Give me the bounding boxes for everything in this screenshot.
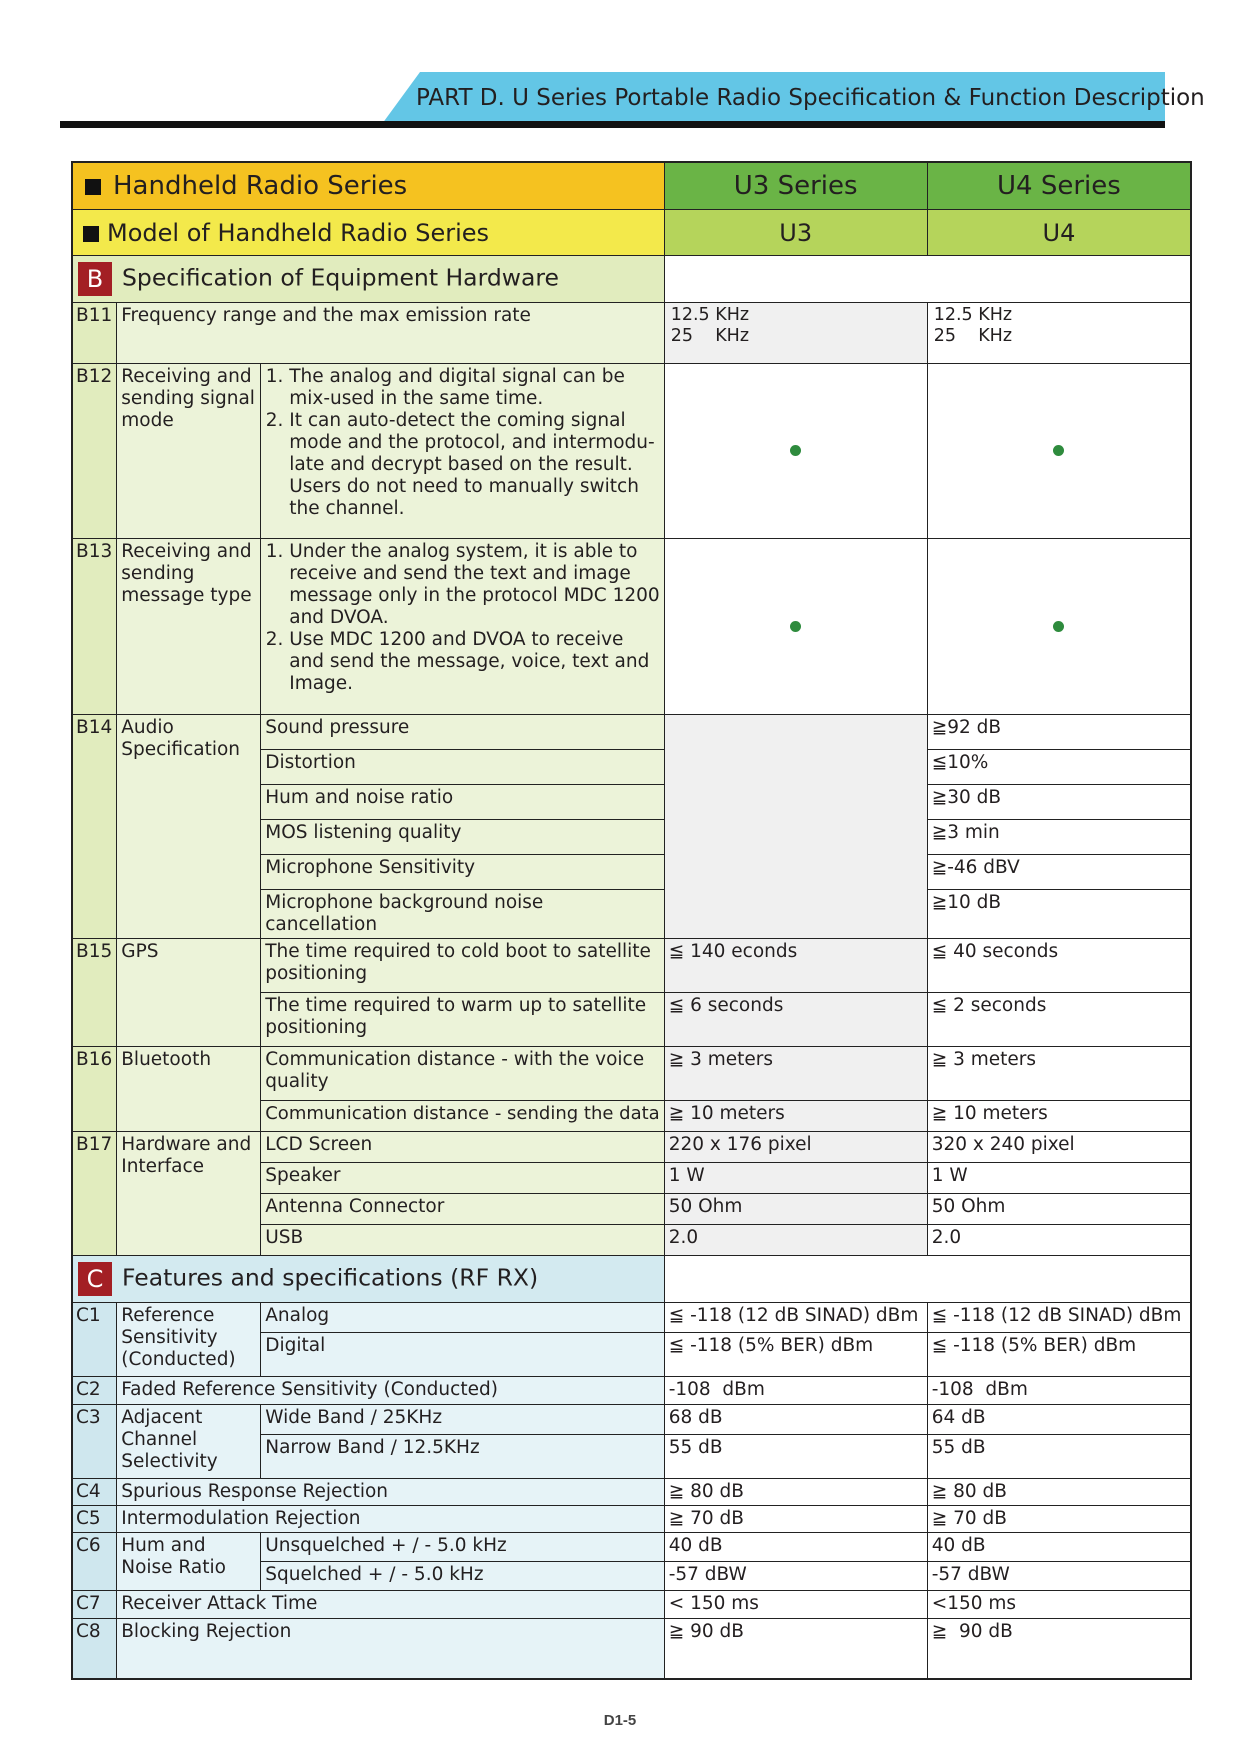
value-u4: -57 dBW [927,1562,1191,1591]
page-header-title: PART D. U Series Portable Radio Specification & Function Description [416,85,1205,111]
value-u4: ≧92 dB [927,715,1191,750]
sub-label: Sound pressure [261,715,664,750]
value-u3: ≧ 3 meters [664,1047,927,1101]
supported-dot-icon [790,445,801,456]
value-line: 25 KHz [670,326,750,346]
row-id: C6 [72,1533,117,1591]
value-u3: 220 x 176 pixel [664,1132,927,1163]
value-u4 [927,303,1191,364]
value-u4: ≦ -118 (5% BER) dBm [927,1333,1191,1377]
value-u4: ≧ 3 meters [927,1047,1191,1101]
table-row [72,303,1191,364]
section-badge: B [78,262,112,296]
sub-label: Microphone background noise cancellation [261,890,664,939]
sub-label: Digital [261,1333,664,1377]
square-bullet-icon [85,179,101,195]
series-label-cell [72,162,664,210]
value-u3: ≦ 6 seconds [664,993,927,1047]
value-u4 [927,364,1191,539]
table-row [72,1591,1191,1619]
row-label: Receiving and sending message type [117,539,261,715]
table-row [72,364,1191,539]
value-u3: 55 dB [664,1435,927,1479]
section-badge: C [78,1262,112,1296]
row-id: C4 [72,1479,117,1506]
row-label: Receiver Attack Time [117,1591,664,1619]
value-u4: ≧30 dB [927,785,1191,820]
sub-label: Wide Band / 25KHz [261,1405,664,1435]
sub-label: The time required to warm up to satellite positioning [261,993,664,1047]
sub-label: MOS listening quality [261,820,664,855]
row-id: C8 [72,1619,117,1679]
row-id: B13 [72,539,117,715]
value-u4: 2.0 [927,1225,1191,1256]
table-row [72,1619,1191,1679]
value-line: 25 KHz [933,326,1013,346]
row-label: Faded Reference Sensitivity (Conducted) [117,1377,664,1405]
list-item: 2. Use MDC 1200 and DVOA to receive and send the message, voice, text and Image. [289,629,659,695]
value-u4: ≧ 90 dB [927,1619,1191,1679]
value-line: 12.5 KHz [670,305,750,325]
value-u3: 50 Ohm [664,1194,927,1225]
value-u4: ≦ 40 seconds [927,939,1191,993]
value-u4: ≧ 80 dB [927,1479,1191,1506]
sub-label: Microphone Sensitivity [261,855,664,890]
section-b-blank [664,256,1191,303]
supported-dot-icon [1053,621,1064,632]
value-u3 [664,715,927,939]
table-row [72,1132,1191,1163]
row-label: Hardware and Interface [117,1132,261,1256]
value-u4: 1 W [927,1163,1191,1194]
value-u4: <150 ms [927,1591,1191,1619]
row-label: Bluetooth [117,1047,261,1132]
model-label: Model of Handheld Radio Series [107,218,490,247]
value-u3 [664,303,927,364]
model-u4: U4 [927,210,1191,256]
section-c-row [72,1256,1191,1303]
value-u3: ≧ 10 meters [664,1101,927,1132]
list-item: 2. It can auto-detect the coming signal mode and the protocol, and intermodu-late and decrypt based on the result. Users do not need to manually switch the channel. [289,410,659,520]
row-label: Receiving and sending signal mode [117,364,261,539]
value-u3 [664,539,927,715]
value-u4: ≧ 10 meters [927,1101,1191,1132]
value-u4: ≦ 2 seconds [927,993,1191,1047]
page-number: D1-5 [603,1712,637,1729]
value-u3: ≦ -118 (12 dB SINAD) dBm [664,1303,927,1333]
section-b-row [72,256,1191,303]
value-u3 [664,364,927,539]
value-u3: ≧ 80 dB [664,1479,927,1506]
value-u4: -108 dBm [927,1377,1191,1405]
sub-label: Speaker [261,1163,664,1194]
model-label-cell [72,210,664,256]
value-line: 12.5 KHz [933,305,1013,325]
section-b-title-cell [72,256,664,303]
value-u4: ≦ -118 (12 dB SINAD) dBm [927,1303,1191,1333]
value-u3: ≧ 90 dB [664,1619,927,1679]
series-u4: U4 Series [927,162,1191,210]
sub-label: Communication distance - sending the data [261,1101,664,1132]
value-u4: 55 dB [927,1435,1191,1479]
sub-label: The time required to cold boot to satellite positioning [261,939,664,993]
section-c-title-cell [72,1256,664,1303]
value-u4: ≧3 min [927,820,1191,855]
sub-label: Distortion [261,750,664,785]
value-u3: ≦ -118 (5% BER) dBm [664,1333,927,1377]
section-c-blank [664,1256,1191,1303]
row-id: B12 [72,364,117,539]
table-row [72,1047,1191,1101]
model-u3: U3 [664,210,927,256]
table-row [72,1479,1191,1506]
sub-label: Narrow Band / 12.5KHz [261,1435,664,1479]
value-u4: 50 Ohm [927,1194,1191,1225]
value-u4: ≧ 70 dB [927,1506,1191,1533]
sub-label: LCD Screen [261,1132,664,1163]
value-u4 [927,539,1191,715]
series-u3: U3 Series [664,162,927,210]
value-u3: 1 W [664,1163,927,1194]
table-row [72,1377,1191,1405]
row-label: Blocking Rejection [117,1619,664,1679]
value-u3: ≦ 140 econds [664,939,927,993]
series-row [72,162,1191,210]
row-id: B15 [72,939,117,1047]
value-u3: 68 dB [664,1405,927,1435]
row-id: B14 [72,715,117,939]
value-u3: 2.0 [664,1225,927,1256]
table-row [72,1506,1191,1533]
row-label: Hum and Noise Ratio [117,1533,261,1591]
row-label: Intermodulation Rejection [117,1506,664,1533]
value-u3: 40 dB [664,1533,927,1562]
row-id: C2 [72,1377,117,1405]
sub-label: Unsquelched + / - 5.0 kHz [261,1533,664,1562]
row-label: GPS [117,939,261,1047]
row-label: Spurious Response Rejection [117,1479,664,1506]
row-label: Reference Sensitivity (Conducted) [117,1303,261,1377]
supported-dot-icon [790,621,801,632]
sub-label: Communication distance - with the voice quality [261,1047,664,1101]
value-u4: ≧10 dB [927,890,1191,939]
value-u4: 64 dB [927,1405,1191,1435]
header-rule [60,121,1165,128]
table-row [72,1303,1191,1333]
row-label: Adjacent Channel Selectivity [117,1405,261,1479]
row-label: Audio Specification [117,715,261,939]
table-row [72,715,1191,750]
value-u3: ≧ 70 dB [664,1506,927,1533]
row-id: C7 [72,1591,117,1619]
list-item: 1. The analog and digital signal can be mix-used in the same time. [289,366,659,410]
value-u4: 40 dB [927,1533,1191,1562]
square-bullet-icon [83,226,99,242]
sub-label: Analog [261,1303,664,1333]
sub-label: Antenna Connector [261,1194,664,1225]
row-description [261,539,664,715]
sub-label: Hum and noise ratio [261,785,664,820]
value-u4: ≦10% [927,750,1191,785]
row-id: C5 [72,1506,117,1533]
table-row [72,539,1191,715]
model-row [72,210,1191,256]
row-label: Frequency range and the max emission rate [117,303,664,364]
supported-dot-icon [1053,445,1064,456]
sub-label: USB [261,1225,664,1256]
table-row [72,1533,1191,1562]
sub-label: Squelched + / - 5.0 kHz [261,1562,664,1591]
row-id: B16 [72,1047,117,1132]
series-label: Handheld Radio Series [113,171,408,201]
value-u3: -57 dBW [664,1562,927,1591]
section-b-title: Specification of Equipment Hardware [122,263,559,292]
list-item: 1. Under the analog system, it is able to receive and send the text and image message only in the protocol MDC 1200 and DVOA. [289,541,659,629]
row-id: B17 [72,1132,117,1256]
row-id: B11 [72,303,117,364]
value-u3: < 150 ms [664,1591,927,1619]
table-row [72,939,1191,993]
value-u4: ≧-46 dBV [927,855,1191,890]
row-id: C1 [72,1303,117,1377]
value-u3: -108 dBm [664,1377,927,1405]
value-u4: 320 x 240 pixel [927,1132,1191,1163]
table-row [72,1405,1191,1435]
row-id: C3 [72,1405,117,1479]
row-description [261,364,664,539]
spec-table [71,161,1192,1680]
section-c-title: Features and specifications (RF RX) [122,1263,539,1292]
